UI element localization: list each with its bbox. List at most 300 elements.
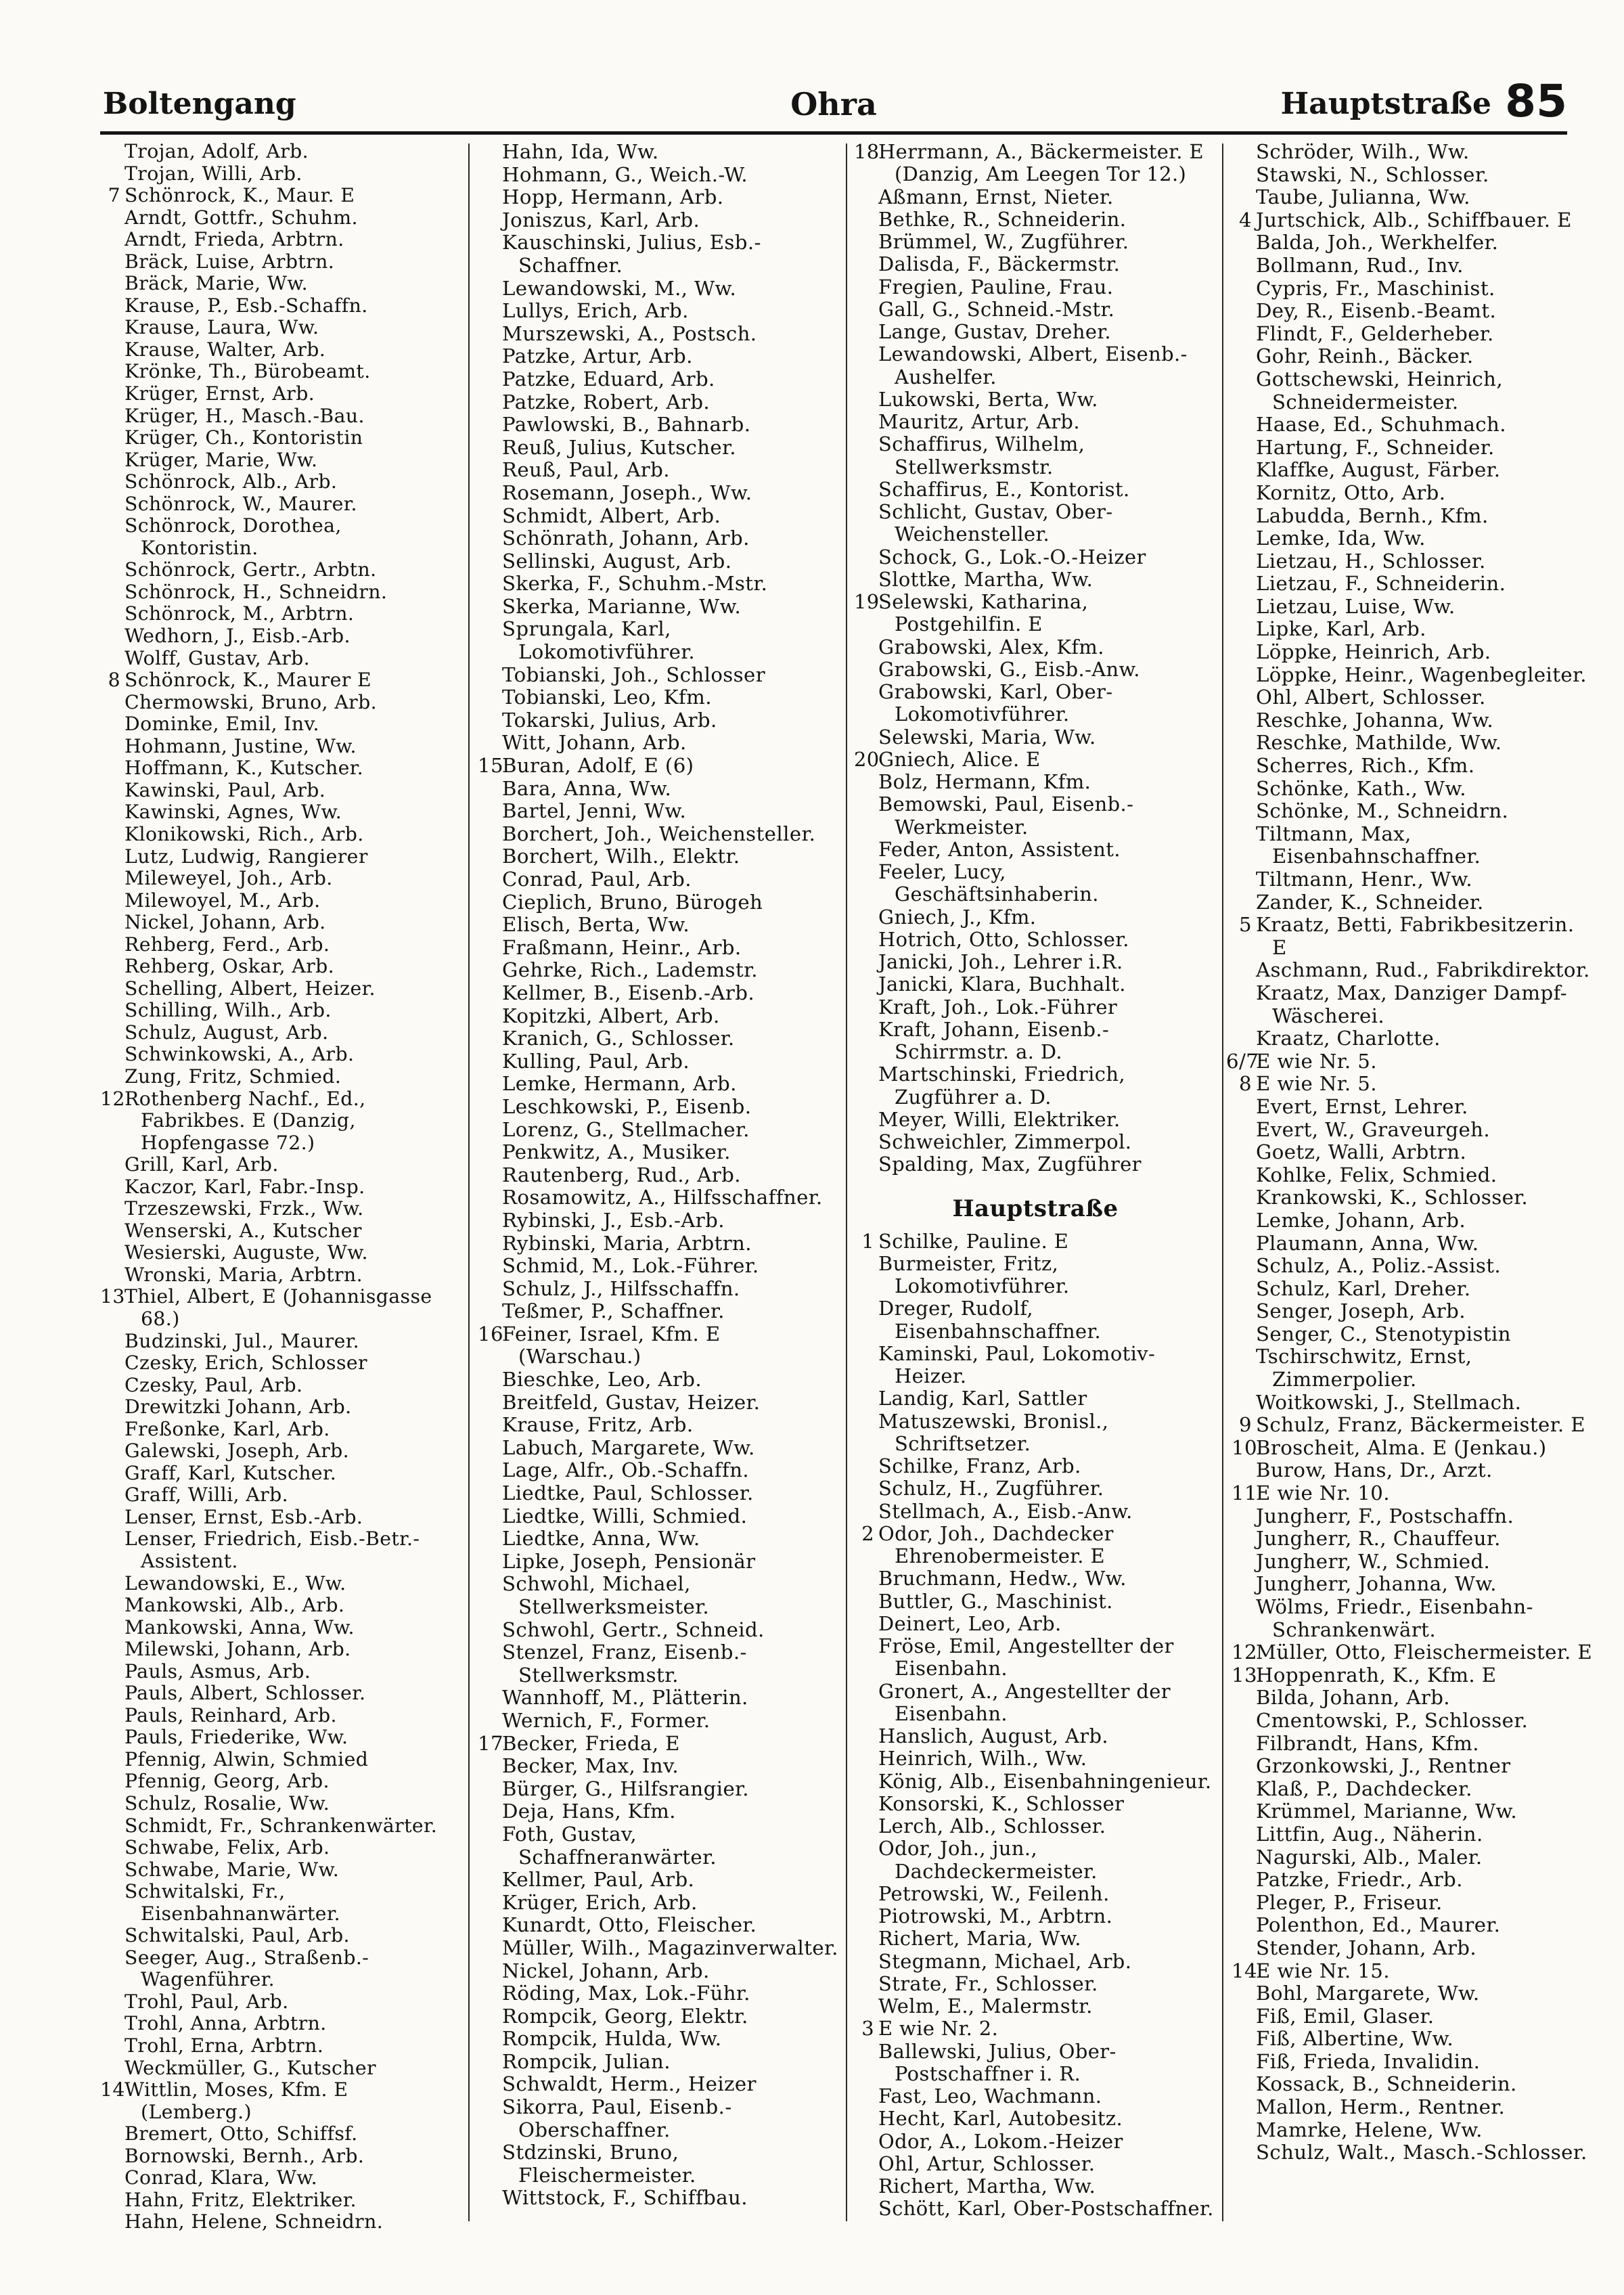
entry-text: Schmidt, Albert, Arb.	[502, 504, 721, 527]
entry-text: Cypris, Fr., Maschinist.	[1256, 276, 1495, 300]
house-number: 14	[1232, 1959, 1257, 1982]
directory-entry	[478, 1755, 840, 1778]
entry-text: Reuß, Julius, Kutscher.	[502, 435, 736, 459]
entry-text: Becker, Max, Inv.	[502, 1754, 679, 1778]
entry-text: Schaffirus, E., Kontorist.	[878, 477, 1130, 501]
entry-text: Mamrke, Helene, Ww.	[1256, 2118, 1483, 2141]
entry-text: Grabowski, Alex, Kfm.	[878, 635, 1104, 659]
street-heading: Hauptstraße	[952, 1195, 1119, 1222]
directory-entry	[854, 1883, 1217, 1905]
entry-text: Rompcik, Julian.	[502, 2049, 671, 2073]
directory-entry	[1232, 1232, 1594, 1255]
entry-text: Nagurski, Alb., Maler.	[1256, 1845, 1483, 1869]
entry-text: Becker, Frieda, E	[502, 1731, 680, 1755]
directory-entry	[854, 276, 1217, 298]
directory-entry	[100, 1352, 463, 1375]
entry-text: Kawinski, Paul, Arb.	[125, 778, 326, 801]
directory-entry	[1232, 1869, 1594, 1892]
directory-entry	[854, 2018, 1217, 2040]
directory-entry	[1232, 231, 1594, 254]
entry-text: Galewski, Joseph, Arb.	[125, 1440, 350, 1463]
directory-entry	[478, 277, 840, 300]
directory-entry	[100, 669, 463, 692]
entry-text: Kaczor, Karl, Fabr.-Insp.	[125, 1175, 365, 1198]
directory-entry	[854, 2153, 1217, 2175]
entry-text: Rehberg, Ferd., Arb.	[125, 933, 330, 956]
entry-text: Hotrich, Otto, Schlosser.	[878, 927, 1129, 951]
entry-text: Patzke, Eduard, Arb.	[502, 367, 715, 391]
entry-text: Lewandowski, M., Ww.	[502, 276, 737, 300]
entry-text: Trzeszewski, Frzk., Ww.	[125, 1197, 364, 1220]
directory-entry	[854, 253, 1217, 275]
entry-text: Penkwitz, A., Musiker.	[502, 1140, 731, 1164]
entry-text: Dominke, Emil, Inv.	[125, 713, 319, 736]
entry-text: Bolz, Hermann, Kfm.	[878, 770, 1091, 793]
directory-entry	[100, 1375, 463, 1397]
directory-entry	[100, 251, 463, 273]
directory-entry	[478, 550, 840, 573]
directory-entry	[100, 1242, 463, 1264]
entry-text: Haase, Ed., Schuhmach.	[1256, 413, 1506, 437]
entry-text: Schött, Karl, Ober-Postschaffner.	[878, 2197, 1214, 2221]
directory-entry	[478, 778, 840, 801]
entry-text: Wenserski, A., Kutscher	[125, 1219, 362, 1242]
entry-text: Bürger, G., Hilfsrangier.	[502, 1777, 749, 1800]
entry-text: Kopitzki, Albert, Arb.	[502, 1004, 720, 1027]
entry-text: Sellinski, August, Arb.	[502, 549, 732, 573]
directory-entry	[1232, 141, 1594, 164]
entry-text: Rompcik, Georg, Elektr.	[502, 2004, 748, 2028]
directory-entry	[854, 546, 1217, 569]
entry-text: Feiner, Israel, Kfm. E (Warschau.)	[502, 1322, 721, 1368]
entry-text: Grzonkowski, J., Rentner	[1256, 1754, 1511, 1778]
entry-text: Schönrock, Gertr., Arbtn.	[125, 558, 377, 581]
directory-entry	[854, 388, 1217, 411]
directory-entry	[478, 732, 840, 755]
directory-entry	[854, 1523, 1217, 1568]
directory-entry	[478, 505, 840, 528]
directory-entry	[1232, 1482, 1594, 1505]
entry-text: Schwohl, Michael, Stellwerksmeister.	[502, 1572, 710, 1618]
directory-entry	[100, 2079, 463, 2123]
entry-text: Gehrke, Rich., Lademstr.	[502, 958, 758, 982]
directory-entry	[1232, 1778, 1594, 1801]
directory-entry	[100, 801, 463, 824]
entry-text: Fast, Leo, Wachmann.	[878, 2085, 1102, 2108]
directory-entry	[854, 478, 1217, 501]
directory-entry	[854, 1230, 1217, 1253]
entry-text: Ballewski, Julius, Ober-Postschaffner i. R.	[878, 2039, 1116, 2085]
directory-entry	[1232, 2051, 1594, 2074]
entry-text: Schilke, Pauline. E	[878, 1229, 1069, 1253]
directory-entry	[100, 1749, 463, 1771]
entry-text: Lietzau, Luise, Ww.	[1256, 594, 1456, 618]
entry-text: Schwitalski, Paul, Arb.	[125, 1924, 350, 1947]
directory-entry	[478, 527, 840, 550]
directory-entry	[100, 1837, 463, 1859]
entry-text: Piotrowski, M., Arbtrn.	[878, 1904, 1113, 1928]
entry-text: Hohmann, G., Weich.-W.	[502, 162, 748, 186]
entry-text: Bräck, Marie, Ww.	[125, 272, 309, 295]
header-district: Ohra	[790, 86, 877, 122]
entry-text: Klaß, P., Dachdecker.	[1256, 1777, 1472, 1800]
directory-entry	[478, 1119, 840, 1142]
entry-text: Borchert, Joh., Weichensteller.	[502, 822, 816, 845]
entry-text: Ohl, Albert, Schlosser.	[1256, 686, 1486, 709]
directory-entry	[478, 1982, 840, 2005]
entry-text: Ohl, Artur, Schlosser.	[878, 2152, 1096, 2175]
directory-entry	[478, 1551, 840, 1574]
entry-text: Kornitz, Otto, Arb.	[1256, 481, 1446, 504]
directory-entry	[1232, 1505, 1594, 1528]
entry-text: Heinrich, Wilh., Ww.	[878, 1747, 1087, 1770]
entry-text: Kulling, Paul, Arb.	[502, 1049, 690, 1073]
directory-entry	[100, 1088, 463, 1155]
directory-entry	[1232, 914, 1594, 959]
entry-text: Odor, A., Lokom.-Heizer	[878, 2129, 1123, 2153]
entry-text: Mileweyel, Joh., Arb.	[125, 867, 333, 890]
directory-entry	[1232, 2119, 1594, 2142]
directory-entry	[478, 1733, 840, 1756]
directory-entry	[100, 1484, 463, 1507]
directory-entry	[478, 1823, 840, 1869]
directory-entry	[854, 1837, 1217, 1883]
entry-text: Hecht, Karl, Autobesitz.	[878, 2107, 1123, 2131]
directory-entry	[1232, 1914, 1594, 1937]
directory-entry	[478, 2005, 840, 2028]
directory-entry	[478, 459, 840, 482]
entry-text: Schönke, Kath., Ww.	[1256, 776, 1466, 800]
house-number: 12	[100, 1087, 125, 1110]
entry-text: Janicki, Joh., Lehrer i.R.	[878, 950, 1123, 973]
entry-text: Wannhoff, M., Plätterin.	[502, 1686, 748, 1710]
entry-text: Arndt, Gottfr., Schuhm.	[125, 206, 358, 229]
entry-text: Bollmann, Rud., Inv.	[1256, 253, 1464, 277]
directory-entry	[854, 1590, 1217, 1613]
directory-entry	[854, 2085, 1217, 2108]
directory-entry	[1232, 778, 1594, 801]
entry-text: Schlicht, Gustav, Ober-Weichensteller.	[878, 500, 1113, 546]
entry-text: Senger, C., Stenotypistin	[1256, 1322, 1511, 1345]
directory-entry	[1232, 1209, 1594, 1232]
directory-entry	[1232, 1800, 1594, 1823]
entry-text: Schwabe, Marie, Ww.	[125, 1858, 340, 1881]
directory-entry	[854, 231, 1217, 253]
entry-text: Stdzinski, Bruno, Fleischermeister.	[502, 2141, 696, 2187]
entry-text: Lemke, Hermann, Arb.	[502, 1072, 737, 1096]
entry-text: Fraßmann, Heinr., Arb.	[502, 935, 742, 959]
directory-entry	[854, 569, 1217, 591]
entry-text: Schönke, M., Schneidrn.	[1256, 799, 1509, 823]
directory-entry	[1232, 527, 1594, 550]
entry-text: Kossack, B., Schneiderin.	[1256, 2072, 1517, 2096]
directory-entry	[1232, 1687, 1594, 1710]
entry-text: Gall, G., Schneid.-Mstr.	[878, 297, 1115, 321]
directory-entry	[100, 1925, 463, 1947]
entry-text: Zung, Fritz, Schmied.	[125, 1065, 342, 1088]
directory-entry	[1232, 573, 1594, 596]
directory-entry	[854, 929, 1217, 951]
directory-entry	[854, 1747, 1217, 1770]
directory-entry	[478, 1391, 840, 1414]
directory-entry	[1232, 2073, 1594, 2096]
directory-entry	[478, 323, 840, 346]
entry-text: Evert, W., Graveurgeh.	[1256, 1117, 1491, 1141]
directory-entry	[1232, 459, 1594, 482]
entry-text: Tschirschwitz, Ernst, Zimmerpolier.	[1256, 1345, 1472, 1391]
entry-text: Trohl, Erna, Arbtrn.	[125, 2034, 324, 2057]
directory-entry	[854, 1063, 1217, 1109]
house-number: 8	[1239, 1072, 1252, 1096]
directory-entry	[100, 890, 463, 912]
entry-text: Schulz, Franz, Bäckermeister. E	[1256, 1413, 1585, 1437]
directory-entry	[854, 839, 1217, 861]
directory-entry	[100, 1264, 463, 1287]
directory-entry	[478, 1800, 840, 1823]
entry-text: Schönrath, Johann, Arb.	[502, 527, 750, 550]
directory-entry	[1232, 1278, 1594, 1301]
directory-entry	[100, 1991, 463, 2013]
entry-text: Lerch, Alb., Schlosser.	[878, 1814, 1106, 1837]
directory-entry	[100, 1331, 463, 1353]
directory-entry	[100, 185, 463, 207]
directory-entry	[100, 2035, 463, 2057]
directory-entry	[1232, 186, 1594, 209]
directory-entry	[854, 1995, 1217, 2018]
entry-text: E wie Nr. 15.	[1256, 1959, 1390, 1982]
directory-entry	[854, 1951, 1217, 1973]
entry-text: Schönrock, H., Schneidrn.	[125, 580, 388, 603]
entry-text: Schmidt, Fr., Schrankenwärter.	[125, 1814, 438, 1837]
directory-entry	[1232, 1960, 1594, 1983]
entry-text: Kohlke, Felix, Schmied.	[1256, 1163, 1497, 1186]
directory-entry	[478, 1528, 840, 1551]
house-number: 11	[1232, 1481, 1257, 1505]
directory-entry	[1232, 641, 1594, 664]
directory-entry	[1232, 1186, 1594, 1209]
directory-entry	[478, 868, 840, 891]
entry-text: Bremert, Otto, Schiffsf.	[125, 2122, 358, 2145]
column-4	[1226, 140, 1594, 2239]
directory-entry	[1232, 1823, 1594, 1846]
entry-text: Kraatz, Betti, Fabrikbesitzerin. E	[1256, 913, 1575, 959]
entry-text: Pauls, Asmus, Arb.	[125, 1659, 311, 1683]
entry-text: Reuß, Paul, Arb.	[502, 458, 670, 482]
directory-entry	[478, 141, 840, 164]
directory-entry	[100, 1220, 463, 1243]
directory-entry	[478, 709, 840, 732]
entry-text: Gronert, A., Angestellter der Eisenbahn.	[878, 1679, 1171, 1725]
entry-text: Weckmüller, G., Kutscher	[125, 2056, 376, 2079]
entry-text: Wolff, Gustav, Arb.	[125, 646, 311, 669]
entry-text: Bemowski, Paul, Eisenb.-Werkmeister.	[878, 793, 1134, 839]
entry-text: Labuch, Margarete, Ww.	[502, 1435, 755, 1459]
entry-text: Stellmach, A., Eisb.-Anw.	[878, 1499, 1133, 1523]
entry-text: Lemke, Johann, Arb.	[1256, 1208, 1466, 1232]
directory-entry	[854, 1477, 1217, 1500]
directory-entry	[478, 1232, 840, 1255]
entry-text: Kraft, Johann, Eisenb.-Schirrmstr. a. D.	[878, 1017, 1110, 1063]
house-number: 6/7	[1226, 1049, 1259, 1073]
entry-text: Polenthon, Ed., Maurer.	[1256, 1913, 1501, 1937]
entry-text: Pauls, Albert, Schlosser.	[125, 1682, 366, 1705]
house-number: 2	[861, 1521, 874, 1545]
directory-entry	[478, 1300, 840, 1323]
directory-entry	[1232, 1641, 1594, 1664]
entry-text: Krause, P., Esb.-Schaffn.	[125, 294, 368, 317]
directory-entry	[478, 1255, 840, 1278]
entry-text: Stenzel, Franz, Eisenb.-Stellwerksmstr.	[502, 1641, 747, 1687]
directory-entry	[1232, 414, 1594, 437]
directory-entry	[478, 1960, 840, 1983]
directory-entry	[854, 1297, 1217, 1343]
directory-entry	[100, 1617, 463, 1639]
entry-text: Schulz, J., Hilfsschaffn.	[502, 1276, 740, 1300]
directory-entry	[854, 433, 1217, 478]
entry-text: Woitkowski, J., Stellmach.	[1256, 1390, 1522, 1414]
entry-text: Zander, K., Schneider.	[1256, 890, 1484, 914]
directory-entry	[478, 186, 840, 209]
entry-text: Breitfeld, Gustav, Heizer.	[502, 1390, 761, 1414]
directory-entry	[1232, 1437, 1594, 1460]
directory-entry	[478, 1459, 840, 1482]
entry-text: Schröder, Wilh., Ww.	[1256, 140, 1470, 163]
directory-entry	[1232, 164, 1594, 187]
house-number: 16	[478, 1322, 503, 1345]
directory-entry	[478, 1687, 840, 1710]
entry-text: Wernich, F., Former.	[502, 1708, 710, 1732]
column-1	[100, 141, 463, 2239]
entry-text: Bruchmann, Hedw., Ww.	[878, 1567, 1127, 1590]
directory-entry	[1232, 1846, 1594, 1869]
directory-entry	[478, 2096, 840, 2141]
directory-entry	[1232, 686, 1594, 709]
column-2	[478, 141, 840, 2239]
entry-text: Sprungala, Karl, Lokomotivführer.	[502, 617, 696, 664]
entry-text: Tokarski, Julius, Arb.	[502, 708, 717, 732]
entry-text: Taube, Julianna, Ww.	[1256, 185, 1470, 209]
entry-text: Löppke, Heinrich, Arb.	[1256, 640, 1491, 664]
directory-entry	[100, 1463, 463, 1485]
entry-text: Burmeister, Fritz, Lokomotivführer.	[878, 1251, 1070, 1297]
house-number: 8	[108, 669, 120, 692]
entry-text: Rybinski, J., Esb.-Arb.	[502, 1208, 725, 1232]
entry-text: Balda, Joh., Werkhelfer.	[1256, 231, 1499, 254]
directory-entry	[100, 713, 463, 736]
entry-text: Schönrock, Alb., Arb.	[125, 470, 338, 493]
entry-text: Trojan, Adolf, Arb.	[125, 140, 309, 162]
entry-text: Lage, Alfr., Ob.-Schaffn.	[502, 1458, 750, 1482]
directory-entry	[478, 1619, 840, 1642]
entry-text: Rosemann, Joseph., Ww.	[502, 481, 752, 504]
directory-entry	[478, 345, 840, 368]
directory-entry	[478, 1323, 840, 1368]
directory-entry	[478, 686, 840, 709]
entry-text: Petrowski, W., Feilenh.	[878, 1881, 1110, 1905]
directory-entry	[478, 1892, 840, 1915]
directory-entry	[100, 1286, 463, 1330]
directory-entry	[854, 298, 1217, 321]
entry-text: Bethke, R., Schneiderin.	[878, 207, 1127, 231]
entry-text: Lorenz, G., Stellmacher.	[502, 1117, 750, 1141]
entry-text: Schwabe, Felix, Arb.	[125, 1836, 330, 1859]
directory-entry	[1232, 1459, 1594, 1482]
directory-entry	[100, 780, 463, 802]
entry-text: Schelling, Albert, Heizer.	[125, 977, 376, 1000]
directory-entry	[1232, 1733, 1594, 1756]
directory-entry	[478, 1414, 840, 1437]
directory-entry	[100, 515, 463, 559]
entry-text: Krause, Fritz, Arb.	[502, 1413, 694, 1437]
entry-text: Krankowski, K., Schlosser.	[1256, 1186, 1529, 1209]
entry-text: Richert, Martha, Ww.	[878, 2175, 1096, 2198]
directory-entry	[100, 1639, 463, 1661]
entry-text: Fiß, Albertine, Ww.	[1256, 2027, 1454, 2051]
entry-text: Hartung, F., Schneider.	[1256, 435, 1495, 459]
entry-text: Kaminski, Paul, Lokomotiv-Heizer.	[878, 1341, 1156, 1387]
entry-text: Drewitzki Johann, Arb.	[125, 1396, 352, 1419]
house-number: 19	[854, 590, 880, 613]
entry-text: E wie Nr. 10.	[1256, 1481, 1390, 1505]
entry-text: Bornowski, Bernh., Arb.	[125, 2144, 365, 2167]
entry-text: Pfennig, Georg, Arb.	[125, 1770, 330, 1793]
entry-text: Lewandowski, E., Ww.	[125, 1572, 346, 1595]
entry-text: Schönrock, K., Maur. E	[125, 184, 355, 207]
directory-entry	[100, 493, 463, 516]
directory-entry	[100, 1000, 463, 1022]
directory-entry	[100, 471, 463, 493]
directory-entry	[854, 501, 1217, 546]
column-divider	[468, 143, 470, 2221]
directory-entry	[100, 2211, 463, 2233]
directory-entry	[478, 1505, 840, 1528]
directory-entry	[478, 959, 840, 982]
entry-text: Witt, Johann, Arb.	[502, 731, 687, 755]
entry-text: Fiß, Frieda, Invalidin.	[1256, 2049, 1481, 2073]
directory-entry	[100, 956, 463, 978]
entry-text: Goetz, Walli, Arbtrn.	[1256, 1140, 1467, 1164]
entry-text: Jungherr, F., Postschaffn.	[1256, 1504, 1514, 1528]
entry-text: Schilke, Franz, Arb.	[878, 1454, 1081, 1477]
entry-text: Plaumann, Anna, Ww.	[1256, 1231, 1479, 1255]
entry-text: Hoppenrath, K., Kfm. E	[1256, 1663, 1497, 1687]
entry-text: Jungherr, R., Chauffeur.	[1256, 1527, 1501, 1551]
directory-entry	[1232, 1300, 1594, 1323]
house-number: 20	[854, 747, 880, 771]
entry-text: Patzke, Robert, Arb.	[502, 390, 710, 414]
directory-entry	[1232, 1710, 1594, 1733]
entry-text: Foth, Gustav, Schaffneranwärter.	[502, 1822, 717, 1869]
directory-entry	[854, 321, 1217, 343]
entry-text: E wie Nr. 2.	[878, 2017, 999, 2041]
entry-text: Wesierski, Auguste, Ww.	[125, 1241, 368, 1264]
directory-entry	[1232, 755, 1594, 778]
directory-entry	[854, 1567, 1217, 1590]
entry-text: Deja, Hans, Kfm.	[502, 1800, 676, 1823]
entry-text: Nickel, Johann, Arb.	[502, 1959, 710, 1982]
entry-text: Spalding, Max, Zugführer	[878, 1153, 1142, 1176]
directory-entry	[854, 861, 1217, 906]
entry-text: Hahn, Fritz, Elektriker.	[125, 2188, 357, 2211]
directory-entry	[100, 1154, 463, 1176]
directory-entry	[1232, 437, 1594, 460]
entry-text: Labudda, Bernh., Kfm.	[1256, 504, 1489, 527]
directory-entry	[478, 1027, 840, 1050]
directory-entry	[478, 300, 840, 323]
entry-text: Wedhorn, J., Eisb.-Arb.	[125, 625, 351, 648]
entry-text: Schönrock, K., Maurer E	[125, 669, 372, 692]
entry-text: Hahn, Ida, Ww.	[502, 140, 659, 163]
